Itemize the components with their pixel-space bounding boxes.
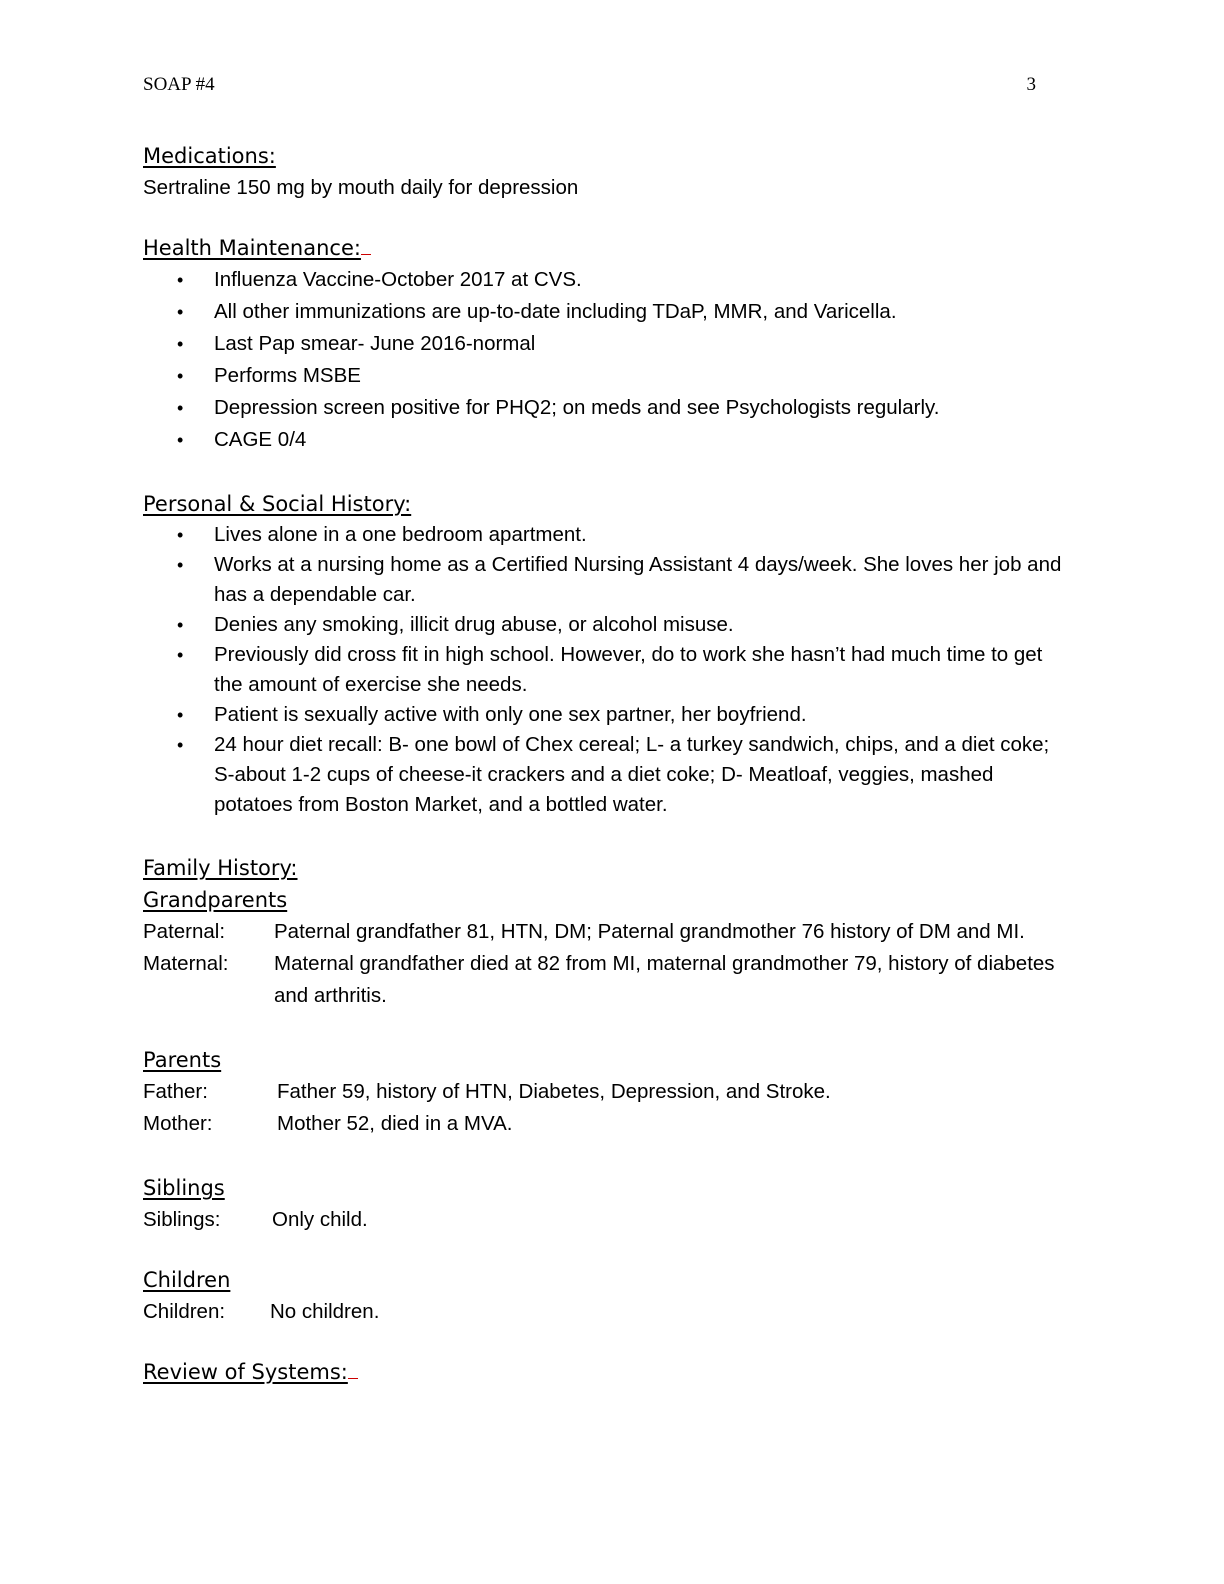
medications-heading: Medications: (143, 144, 276, 168)
review-of-systems-heading: Review of Systems: (143, 1356, 1068, 1388)
spellcheck-mark (348, 1358, 358, 1379)
list-item: • Patient is sexually active with only one sex partner, her boyfriend. (143, 700, 1068, 730)
siblings-label: Siblings: (143, 1208, 221, 1231)
family-history-heading: Family History: (143, 856, 298, 880)
running-header (143, 74, 1036, 96)
children-text: No children. (270, 1300, 380, 1323)
father-text: Father 59, history of HTN, Diabetes, Depression, and Stroke. (277, 1080, 831, 1103)
list-item: • 24 hour diet recall: B- one bowl of Chex cereal; L- a turkey sandwich, chips, and a diet coke; S-about 1-2 cups of cheese-it crackers and a diet coke; D- Meatloaf, veggies, mashed potatoes from Boston Market, and a bottled water. (143, 730, 1068, 820)
maternal-text: Maternal grandfather died at 82 from MI, maternal grandmother 79, history of diabetes and arthritis. (274, 952, 1055, 1007)
list-item: • Last Pap smear- June 2016-normal (143, 328, 1068, 360)
header-title: SOAP #4 (143, 74, 215, 95)
list-item: • Denies any smoking, illicit drug abuse, or alcohol misuse. (143, 610, 1068, 640)
document-body (143, 140, 1068, 1388)
father-row (143, 1076, 1068, 1108)
list-item: • Lives alone in a one bedroom apartment. (143, 520, 1068, 550)
maternal-label: Maternal: (143, 952, 229, 975)
personal-social-list (143, 520, 1068, 820)
children-heading: Children (143, 1268, 231, 1292)
health-maintenance-heading: Health Maintenance: (143, 232, 1068, 264)
list-item: • CAGE 0/4 (143, 424, 1068, 456)
health-maintenance-list (143, 264, 1068, 456)
medications-text: Sertraline 150 mg by mouth daily for depression (143, 176, 579, 199)
mother-label: Mother: (143, 1112, 213, 1135)
father-label: Father: (143, 1080, 208, 1103)
mother-text: Mother 52, died in a MVA. (277, 1112, 513, 1135)
list-item: • Depression screen positive for PHQ2; on meds and see Psychologists regularly. (143, 392, 1068, 424)
list-item: • Performs MSBE (143, 360, 1068, 392)
grandparents-heading: Grandparents (143, 888, 288, 912)
siblings-heading: Siblings (143, 1176, 225, 1200)
paternal-text: Paternal grandfather 81, HTN, DM; Paternal grandmother 76 history of DM and MI. (274, 920, 1025, 943)
siblings-text: Only child. (272, 1208, 368, 1231)
mother-row (143, 1108, 1068, 1140)
paternal-row (143, 916, 1068, 948)
children-label: Children: (143, 1300, 226, 1323)
spellcheck-mark (361, 234, 371, 255)
page-number: 3 (1026, 74, 1036, 95)
siblings-row (143, 1204, 1068, 1236)
list-item: • Influenza Vaccine-October 2017 at CVS. (143, 264, 1068, 296)
personal-social-heading: Personal & Social History: (143, 492, 412, 516)
maternal-row (143, 948, 1068, 1012)
list-item: • Works at a nursing home as a Certified Nursing Assistant 4 days/week. She loves her job and has a dependable car. (143, 550, 1068, 610)
children-row (143, 1296, 1068, 1328)
list-item: • Previously did cross fit in high school. However, do to work she hasn’t had much time to get the amount of exercise she needs. (143, 640, 1068, 700)
list-item: • All other immunizations are up-to-date including TDaP, MMR, and Varicella. (143, 296, 1068, 328)
paternal-label: Paternal: (143, 920, 226, 943)
parents-heading: Parents (143, 1048, 222, 1072)
